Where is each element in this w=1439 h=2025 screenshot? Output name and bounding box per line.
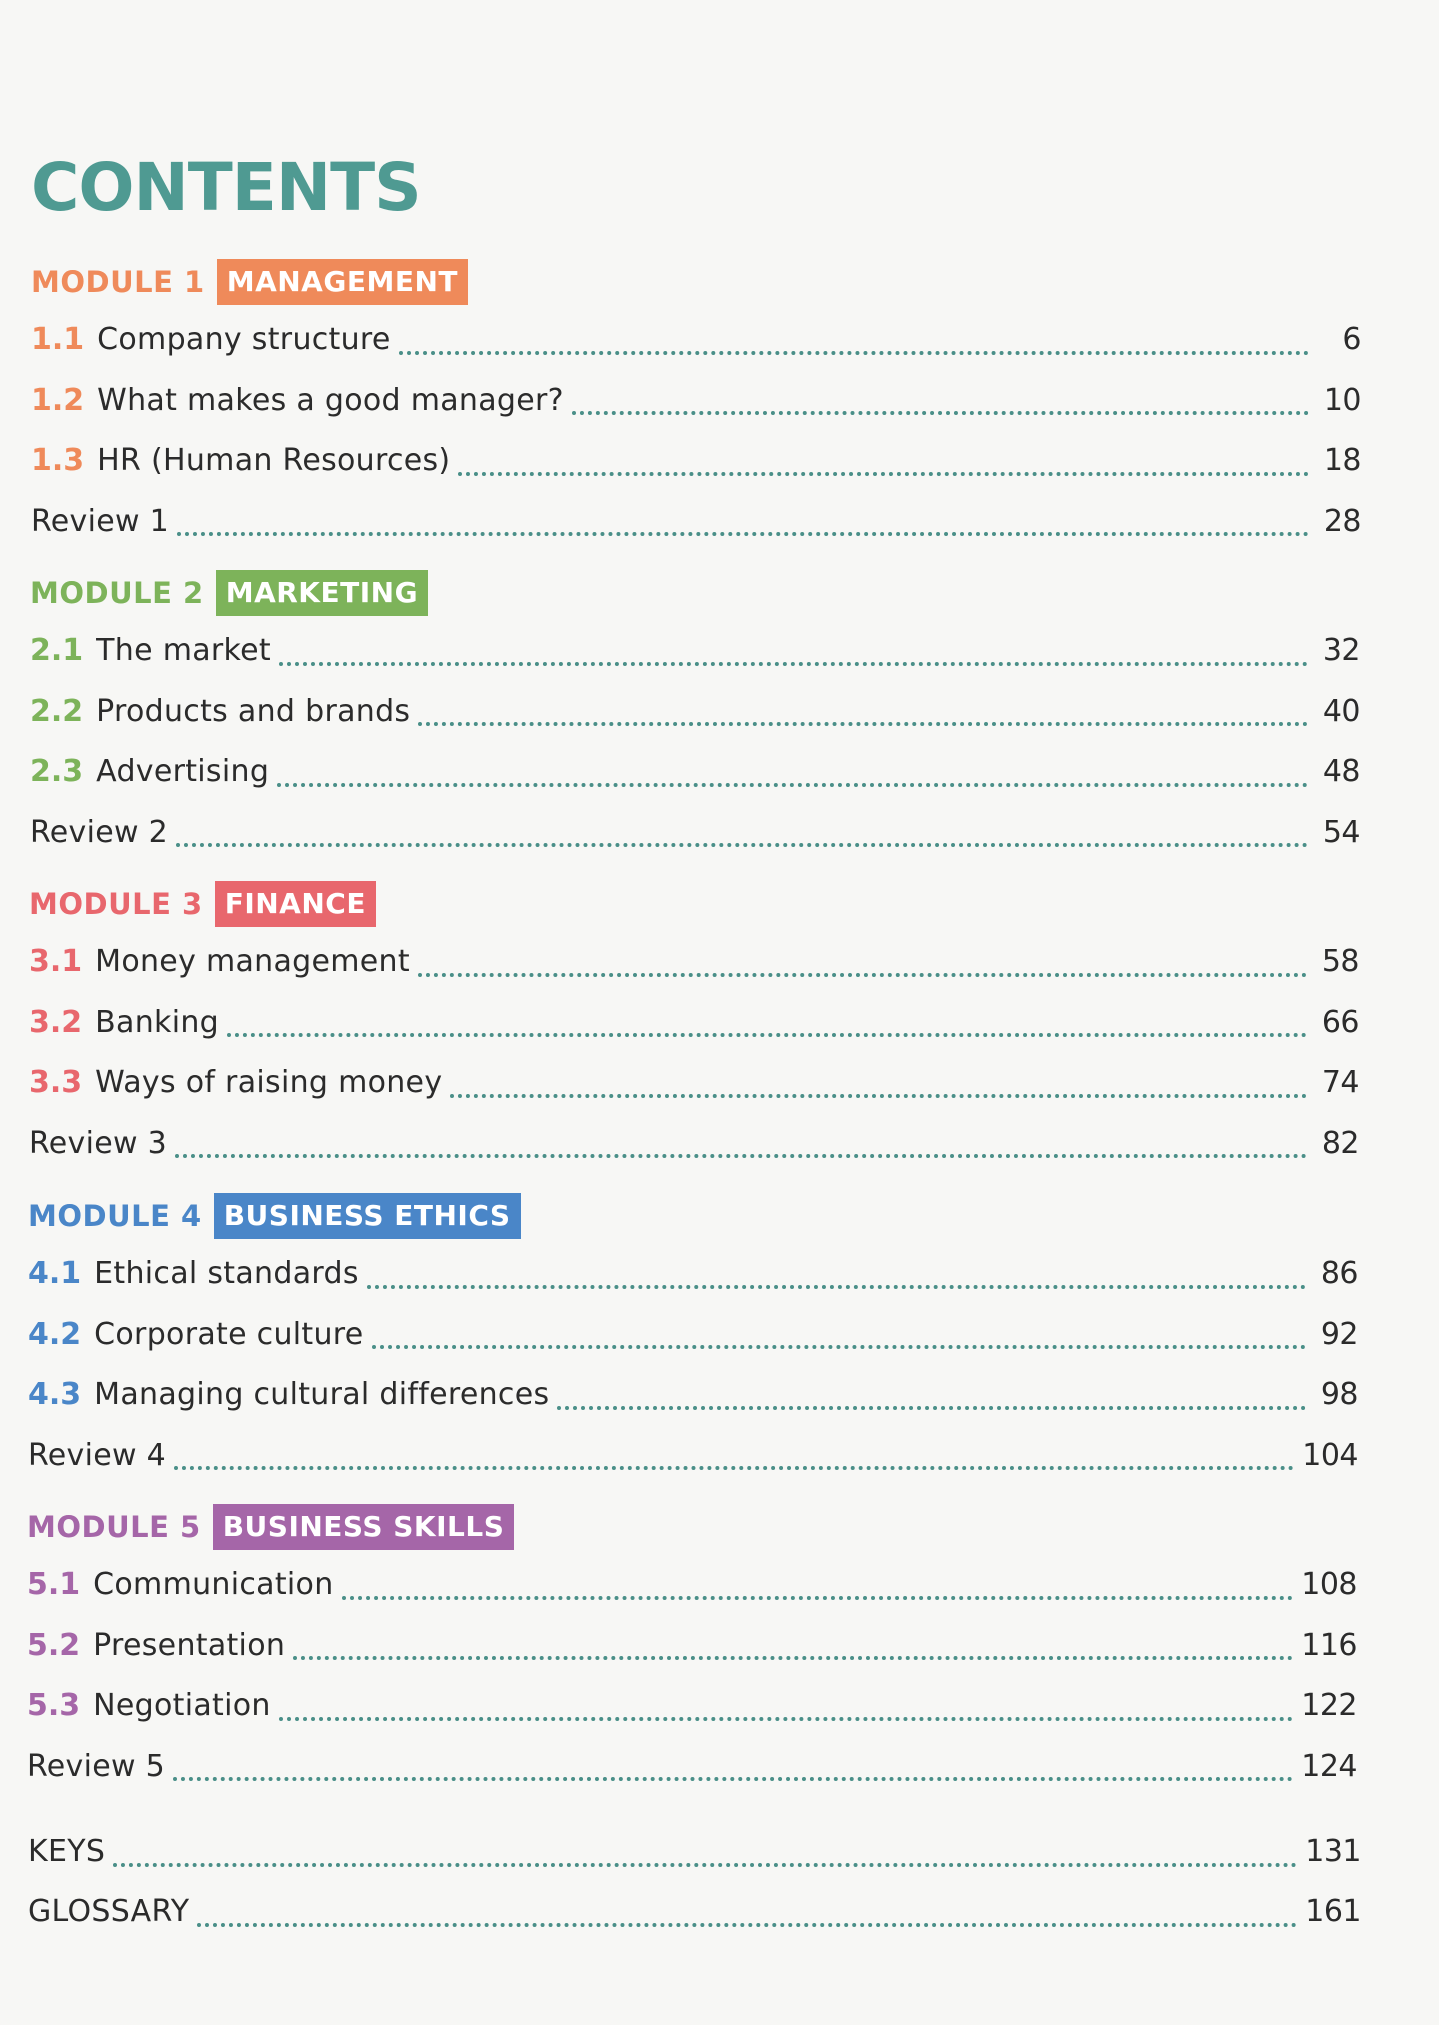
extra-section bbox=[28, 1892, 1361, 1953]
entry-title: KEYS bbox=[28, 1834, 106, 1869]
module-section bbox=[31, 258, 1361, 562]
entry-title: Negotiation bbox=[93, 1688, 271, 1723]
dot-leader bbox=[173, 1777, 1293, 1781]
toc-review-entry[interactable] bbox=[31, 502, 1361, 563]
module-name-badge: FINANCE bbox=[215, 881, 376, 927]
entry-title: GLOSSARY bbox=[28, 1894, 190, 1929]
entry-number: 4.2 bbox=[28, 1316, 82, 1352]
entry-title: Presentation bbox=[93, 1627, 286, 1663]
dot-leader bbox=[572, 411, 1309, 415]
entry-number: 1.2 bbox=[31, 382, 85, 418]
page-number: 122 bbox=[1301, 1688, 1357, 1723]
page-number: 124 bbox=[1301, 1748, 1357, 1784]
toc-entry[interactable] bbox=[28, 1254, 1358, 1315]
entry-title: Review 1 bbox=[31, 503, 170, 539]
module-name-badge: BUSINESS ETHICS bbox=[214, 1193, 521, 1239]
entry-title: Review 3 bbox=[29, 1125, 168, 1161]
dot-leader bbox=[227, 1033, 1307, 1037]
module-section bbox=[27, 1503, 1357, 1807]
module-section bbox=[30, 569, 1360, 873]
toc-entry[interactable] bbox=[30, 752, 1360, 813]
page-number: 10 bbox=[1323, 382, 1361, 418]
module-section bbox=[28, 1192, 1358, 1496]
page-number: 32 bbox=[1322, 633, 1360, 668]
entry-number: 2.3 bbox=[30, 754, 84, 789]
page-number: 104 bbox=[1302, 1437, 1358, 1473]
page-number: 48 bbox=[1322, 754, 1360, 789]
dot-leader bbox=[418, 722, 1308, 726]
entry-number: 2.1 bbox=[30, 633, 84, 668]
module-header bbox=[27, 1503, 1357, 1551]
entry-number: 4.3 bbox=[28, 1377, 82, 1412]
extra-section bbox=[28, 1832, 1361, 1893]
toc-entry[interactable] bbox=[31, 441, 1361, 502]
toc-entry[interactable] bbox=[27, 1686, 1357, 1747]
entry-title: HR (Human Resources) bbox=[97, 443, 451, 478]
entry-number: 4.1 bbox=[28, 1256, 82, 1291]
entry-number: 1.1 bbox=[31, 322, 85, 357]
dot-leader bbox=[372, 1345, 1306, 1349]
entry-title: Review 5 bbox=[27, 1748, 166, 1784]
entry-number: 1.3 bbox=[31, 443, 85, 478]
page-number: 82 bbox=[1321, 1125, 1359, 1161]
toc-entry[interactable] bbox=[29, 942, 1359, 1003]
page-number: 98 bbox=[1320, 1377, 1358, 1412]
entry-title: Advertising bbox=[96, 754, 270, 789]
toc-entry[interactable] bbox=[28, 1375, 1358, 1436]
entry-number: 2.2 bbox=[30, 693, 84, 729]
page-number: 40 bbox=[1322, 693, 1360, 729]
entry-number: 5.2 bbox=[27, 1627, 81, 1663]
dot-leader bbox=[557, 1406, 1306, 1410]
dot-leader bbox=[177, 532, 1309, 536]
entry-number: 3.3 bbox=[29, 1065, 83, 1100]
module-label: MODULE 1 bbox=[31, 265, 205, 299]
toc-extra-entry[interactable] bbox=[28, 1892, 1361, 1953]
toc-entry[interactable] bbox=[28, 1315, 1358, 1376]
toc-entry[interactable] bbox=[30, 692, 1360, 753]
toc-review-entry[interactable] bbox=[30, 813, 1360, 874]
entry-number: 5.1 bbox=[27, 1567, 81, 1602]
toc-entry[interactable] bbox=[29, 1063, 1359, 1124]
module-label: MODULE 5 bbox=[27, 1510, 201, 1544]
module-header bbox=[29, 880, 1359, 928]
dot-leader bbox=[458, 472, 1309, 476]
dot-leader bbox=[418, 973, 1307, 977]
page-number: 161 bbox=[1305, 1894, 1361, 1929]
dot-leader bbox=[342, 1596, 1294, 1600]
module-label: MODULE 3 bbox=[29, 887, 203, 921]
toc-entry[interactable] bbox=[29, 1003, 1359, 1064]
entry-title: Products and brands bbox=[96, 693, 411, 729]
entry-title: Review 4 bbox=[28, 1437, 167, 1473]
entry-title: Communication bbox=[93, 1567, 334, 1602]
entry-title: Corporate culture bbox=[94, 1316, 364, 1352]
page-number: 74 bbox=[1321, 1065, 1359, 1100]
page-number: 108 bbox=[1301, 1567, 1357, 1602]
entry-title: Ethical standards bbox=[94, 1256, 359, 1291]
entry-title: Managing cultural differences bbox=[94, 1377, 550, 1412]
toc-entry[interactable] bbox=[30, 631, 1360, 692]
module-label: MODULE 2 bbox=[30, 576, 204, 610]
module-header bbox=[31, 258, 1361, 306]
dot-leader bbox=[174, 1466, 1294, 1470]
toc-entry[interactable] bbox=[27, 1626, 1357, 1687]
module-name-badge: MANAGEMENT bbox=[217, 259, 468, 305]
entry-title: What makes a good manager? bbox=[97, 382, 564, 418]
toc-review-entry[interactable] bbox=[27, 1747, 1357, 1808]
entry-number: 5.3 bbox=[27, 1688, 81, 1723]
dot-leader bbox=[293, 1656, 1293, 1660]
dot-leader bbox=[113, 1863, 1297, 1867]
page-number: 66 bbox=[1321, 1004, 1359, 1040]
entry-title: Company structure bbox=[97, 322, 391, 357]
dot-leader bbox=[277, 783, 1308, 787]
page-number: 54 bbox=[1322, 814, 1360, 850]
dot-leader bbox=[279, 1717, 1294, 1721]
dot-leader bbox=[279, 662, 1308, 666]
module-label: MODULE 4 bbox=[28, 1199, 202, 1233]
module-name-badge: BUSINESS SKILLS bbox=[213, 1504, 515, 1550]
page-number: 116 bbox=[1301, 1627, 1357, 1663]
page-number: 58 bbox=[1321, 944, 1359, 979]
toc-entry[interactable] bbox=[31, 381, 1361, 442]
page-title: CONTENTS bbox=[31, 149, 421, 226]
page-number: 86 bbox=[1320, 1256, 1358, 1291]
page-number: 6 bbox=[1342, 322, 1361, 357]
dot-leader bbox=[197, 1923, 1297, 1927]
entry-number: 3.2 bbox=[29, 1004, 83, 1040]
dot-leader bbox=[176, 843, 1308, 847]
entry-title: The market bbox=[96, 633, 271, 668]
module-name-badge: MARKETING bbox=[216, 570, 428, 616]
dot-leader bbox=[399, 351, 1309, 355]
entry-title: Money management bbox=[95, 944, 410, 979]
page-number: 18 bbox=[1323, 443, 1361, 478]
module-header bbox=[28, 1192, 1358, 1240]
entry-title: Ways of raising money bbox=[95, 1065, 443, 1100]
toc-entry[interactable] bbox=[27, 1565, 1357, 1626]
entry-title: Banking bbox=[95, 1004, 219, 1040]
toc-review-entry[interactable] bbox=[28, 1436, 1358, 1497]
dot-leader bbox=[175, 1154, 1307, 1158]
module-section bbox=[29, 880, 1359, 1184]
module-header bbox=[30, 569, 1360, 617]
entry-number: 3.1 bbox=[29, 944, 83, 979]
page-number: 131 bbox=[1305, 1834, 1361, 1869]
toc-extra-entry[interactable] bbox=[28, 1832, 1361, 1893]
toc-entry[interactable] bbox=[31, 320, 1361, 381]
page-number: 92 bbox=[1320, 1316, 1358, 1352]
dot-leader bbox=[450, 1094, 1307, 1098]
dot-leader bbox=[367, 1285, 1306, 1289]
toc-review-entry[interactable] bbox=[29, 1124, 1359, 1185]
entry-title: Review 2 bbox=[30, 814, 169, 850]
page-number: 28 bbox=[1323, 503, 1361, 539]
